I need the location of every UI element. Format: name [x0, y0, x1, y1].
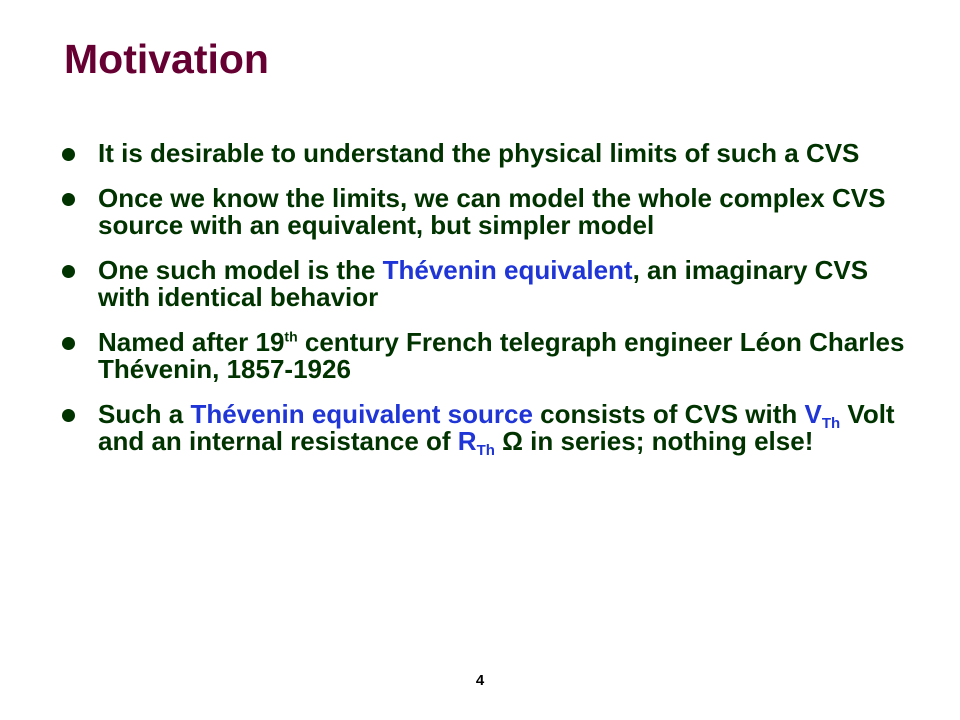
bullet-text-post: Ω in series; nothing else! — [494, 426, 814, 456]
bullet-item-4 — [62, 329, 922, 383]
bullet-text: Once we know the limits, we can model the whole complex CVS source with an equivalent, but simpler model — [98, 183, 886, 240]
bullet-dot-icon — [62, 265, 75, 278]
bullet-item-5 — [62, 399, 922, 459]
bullet-dot-icon — [62, 193, 75, 206]
thevenin-equivalent-highlight: Thévenin equivalent — [382, 255, 633, 285]
v-th-symbol: V — [804, 399, 822, 429]
bullet-dot-icon — [62, 337, 75, 350]
ordinal-superscript: th — [284, 328, 298, 345]
bullet-text-pre: Such a — [98, 399, 191, 429]
bullet-text-pre: One such model is the — [98, 255, 383, 285]
bullet-list — [62, 140, 922, 473]
bullet-item-1 — [62, 140, 922, 167]
bullet-item-3 — [62, 257, 922, 311]
bullet-text-pre: Named after 19 — [98, 327, 285, 357]
page-number: 4 — [475, 672, 485, 689]
thevenin-source-highlight: Thévenin equivalent source — [190, 399, 533, 429]
r-th-symbol: R — [457, 426, 477, 456]
v-th-subscript: Th — [821, 415, 841, 432]
bullet-text-post: , an imaginary CVS with identical behavior — [98, 255, 869, 312]
bullet-item-2 — [62, 185, 922, 239]
bullet-text-mid2: Volt and an internal resistance of — [98, 399, 895, 456]
bullet-text-mid: consists of CVS with — [532, 399, 805, 429]
bullet-dot-icon — [62, 148, 75, 161]
r-th-subscript: Th — [476, 442, 495, 459]
bullet-text: It is desirable to understand the physical limits of such a CVS — [98, 138, 860, 168]
bullet-dot-icon — [62, 409, 75, 422]
slide-title: Motivation — [64, 36, 269, 82]
bullet-text-post: century French telegraph engineer Léon Charles Thévenin, 1857-1926 — [98, 327, 905, 384]
